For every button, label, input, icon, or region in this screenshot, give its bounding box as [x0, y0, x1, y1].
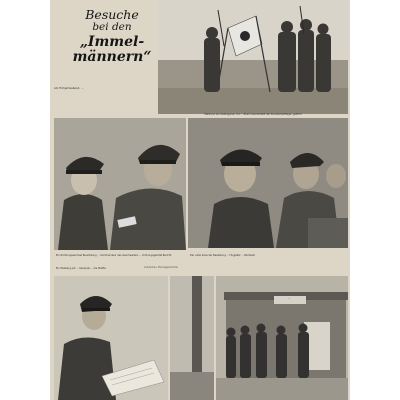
intro-paragraph: Am Frühjahrsabend, ...: [54, 87, 84, 90]
middle-right-caption: Der nahe Kreis der Besatzung ... Flugplatz ... Rückkehr: [190, 254, 256, 257]
headline-line-4: männern“: [72, 48, 152, 65]
top-photo-caption: Während der Gefangenen mit ... Brand des Rollfeld der Sturzkampfflieger geführt: [204, 113, 302, 116]
sign-text: ...: [287, 297, 291, 300]
magazine-page: [50, 0, 350, 400]
headline-line-3: „Immel-: [79, 34, 145, 51]
photo-officers-left: [54, 118, 186, 250]
photo-barracks-group: [216, 276, 348, 400]
photo-pole-strip: [170, 276, 214, 400]
article-headline: [62, 8, 162, 84]
photo-general-pilots: [188, 118, 348, 248]
photo-officer-reading: [54, 276, 168, 400]
photo-credit: Aufnahmen: PK-Kriegsberichter: [144, 266, 179, 269]
photo-flag-soldiers: [158, 0, 348, 114]
middle-left-caption: Ein Richtungswechsel Beurteilung ... Kommandeur des Geschwaders ... Ordnungsgemäß Bericht: [56, 254, 172, 257]
headline-line-1: Besuche: [85, 7, 139, 22]
headline-line-2: bei den: [92, 21, 132, 34]
middle-left-caption-2: Ein Mustang auf ... Generals ... die Staffel: [56, 267, 106, 270]
